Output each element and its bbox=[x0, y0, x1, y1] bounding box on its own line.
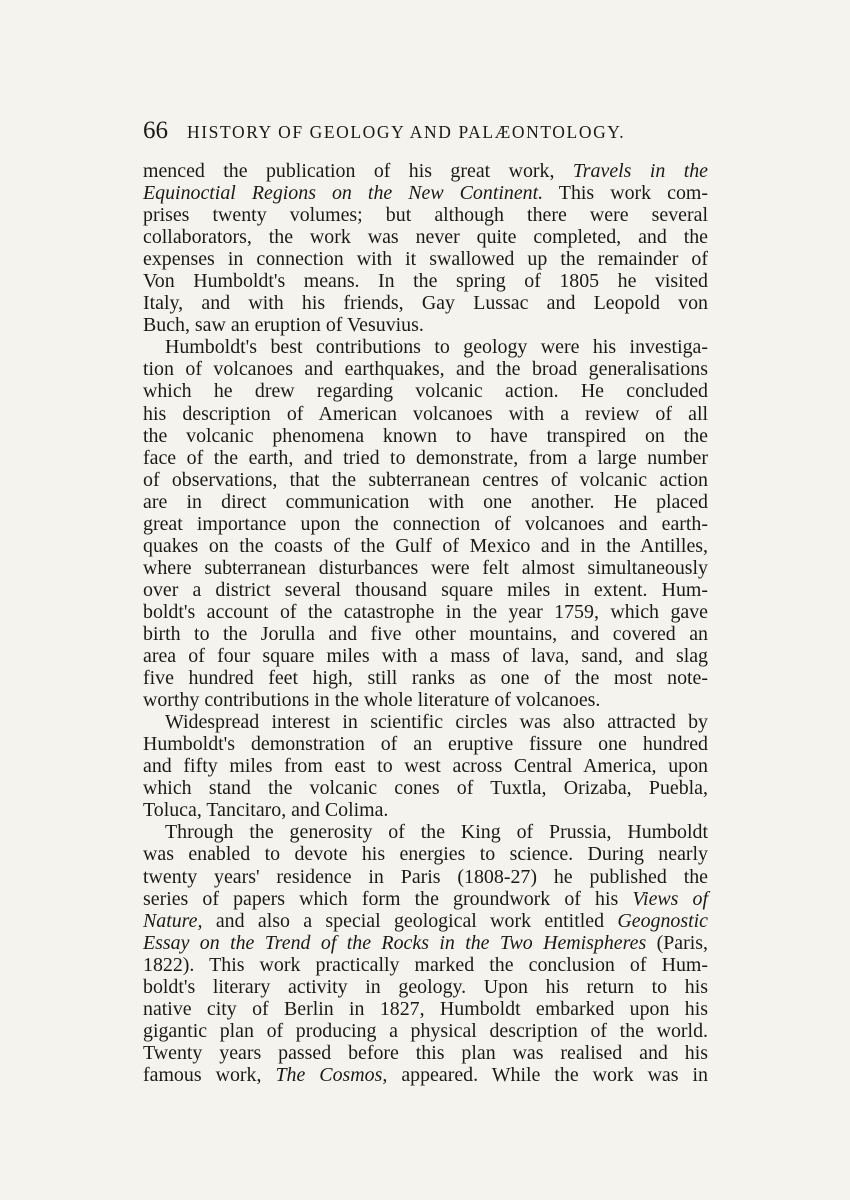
text-line bbox=[143, 821, 708, 843]
text-line bbox=[143, 447, 708, 469]
text-run: his description of American volcanoes with a review of all bbox=[143, 402, 708, 425]
text-line bbox=[143, 1042, 708, 1064]
italic-title: Views of bbox=[632, 887, 708, 910]
text-line bbox=[143, 888, 708, 910]
text-line bbox=[143, 954, 708, 976]
text-run: Widespread interest in scientific circles was also attracted by bbox=[165, 711, 708, 734]
text-line bbox=[143, 380, 708, 402]
text-run: quakes on the coasts of the Gulf of Mexico and in the Antilles, bbox=[143, 534, 708, 557]
text-run: Von Humboldt's means. In the spring of 1805 he visited bbox=[143, 270, 708, 293]
text-line bbox=[143, 579, 708, 601]
text-line bbox=[143, 689, 708, 711]
text-run: series of papers which form the groundwork of his bbox=[143, 887, 633, 910]
text-line bbox=[143, 425, 708, 447]
text-run: Italy, and with his friends, Gay Lussac and Leopold von bbox=[143, 292, 708, 315]
text-run: expenses in connection with it swallowed up the remainder of bbox=[143, 248, 708, 271]
text-line bbox=[143, 204, 708, 226]
text-line bbox=[143, 799, 708, 821]
text-run: menced the publication of his great work, bbox=[143, 160, 573, 182]
italic-title: Travels in the bbox=[572, 160, 708, 182]
text-run: appeared. While the work was in bbox=[387, 1063, 708, 1086]
text-run: prises twenty volumes; but although there were several bbox=[143, 204, 708, 227]
text-line bbox=[143, 932, 708, 954]
text-line bbox=[143, 755, 708, 777]
running-head bbox=[143, 118, 708, 144]
italic-title: Nature, bbox=[143, 909, 203, 932]
text-line bbox=[143, 160, 708, 182]
text-run: (Paris, bbox=[646, 931, 708, 954]
text-run: This work com- bbox=[543, 182, 708, 205]
page-number: 66 bbox=[143, 117, 168, 144]
text-line bbox=[143, 645, 708, 667]
text-line bbox=[143, 733, 708, 755]
italic-title: The Cosmos, bbox=[275, 1063, 388, 1086]
text-run: five hundred feet high, still ranks as one of the most note- bbox=[143, 667, 708, 690]
text-run: twenty years' residence in Paris (1808-27) he published the bbox=[143, 865, 708, 888]
text-line bbox=[143, 910, 708, 932]
running-title: HISTORY OF GEOLOGY AND PALÆONTOLOGY. bbox=[187, 122, 626, 142]
text-line bbox=[143, 866, 708, 888]
text-run: over a district several thousand square miles in extent. Hum- bbox=[143, 578, 708, 601]
text-run: of observations, that the subterranean centres of volcanic action bbox=[143, 468, 708, 491]
text-run: Toluca, Tancitaro, and Colima. bbox=[143, 799, 389, 822]
text-line bbox=[143, 469, 708, 491]
text-run: boldt's literary activity in geology. Upon his return to his bbox=[143, 975, 708, 998]
text-run: Through the generosity of the King of Prussia, Humboldt bbox=[165, 821, 708, 844]
text-line bbox=[143, 601, 708, 623]
text-line bbox=[143, 182, 708, 204]
text-run: great importance upon the connection of volcanoes and earth- bbox=[143, 512, 708, 535]
text-line bbox=[143, 667, 708, 689]
text-run: Twenty years passed before this plan was realised and his bbox=[143, 1041, 708, 1064]
text-line bbox=[143, 248, 708, 270]
text-run: was enabled to devote his energies to science. During nearly bbox=[143, 843, 708, 866]
text-line bbox=[143, 226, 708, 248]
text-run: collaborators, the work was never quite completed, and the bbox=[143, 226, 708, 249]
italic-title: Essay on the Trend of the Rocks in the Two Hemispheres bbox=[143, 931, 647, 954]
italic-title: Equinoctial Regions on the New Continent. bbox=[143, 182, 544, 205]
text-line bbox=[143, 777, 708, 799]
text-run: Humboldt's demonstration of an eruptive fissure one hundred bbox=[143, 733, 708, 756]
text-run: tion of volcanoes and earthquakes, and the broad generalisations bbox=[143, 358, 708, 381]
text-line bbox=[143, 491, 708, 513]
text-run: Buch, saw an eruption of Vesuvius. bbox=[143, 314, 424, 337]
text-line bbox=[143, 358, 708, 380]
text-run: face of the earth, and tried to demonstrate, from a large number bbox=[143, 446, 708, 469]
text-run: the volcanic phenomena known to have transpired on the bbox=[143, 424, 708, 447]
text-line bbox=[143, 976, 708, 998]
text-line bbox=[143, 403, 708, 425]
text-line bbox=[143, 623, 708, 645]
text-line bbox=[143, 513, 708, 535]
text-run: and fifty miles from east to west across Central America, upon bbox=[143, 755, 708, 778]
body-text bbox=[143, 160, 708, 1086]
text-run: where subterranean disturbances were felt almost simultaneously bbox=[143, 556, 708, 579]
text-run: gigantic plan of producing a physical description of the world. bbox=[143, 1019, 708, 1042]
text-run: area of four square miles with a mass of lava, sand, and slag bbox=[143, 645, 708, 668]
text-line bbox=[143, 292, 708, 314]
text-run: are in direct communication with one another. He placed bbox=[143, 490, 708, 513]
text-line bbox=[143, 270, 708, 292]
text-run: famous work, bbox=[143, 1063, 276, 1086]
text-line bbox=[143, 336, 708, 358]
text-run: which he drew regarding volcanic action. He concluded bbox=[143, 380, 708, 403]
text-run: and also a special geological work entitled bbox=[202, 909, 618, 932]
text-line bbox=[143, 1020, 708, 1042]
text-line bbox=[143, 711, 708, 733]
text-run: native city of Berlin in 1827, Humboldt embarked upon his bbox=[143, 997, 708, 1020]
text-line bbox=[143, 557, 708, 579]
text-line bbox=[143, 1064, 708, 1086]
text-line bbox=[143, 998, 708, 1020]
text-line bbox=[143, 535, 708, 557]
text-run: boldt's account of the catastrophe in the year 1759, which gave bbox=[143, 600, 708, 623]
text-run: Humboldt's best contributions to geology were his investiga- bbox=[165, 336, 708, 359]
italic-title: Geognostic bbox=[617, 909, 708, 932]
text-line bbox=[143, 314, 708, 336]
text-run: which stand the volcanic cones of Tuxtla, Orizaba, Puebla, bbox=[143, 777, 708, 800]
text-run: worthy contributions in the whole literature of volcanoes. bbox=[143, 689, 601, 712]
text-run: birth to the Jorulla and five other mountains, and covered an bbox=[143, 622, 708, 645]
text-run: 1822). This work practically marked the conclusion of Hum- bbox=[143, 953, 708, 976]
text-line bbox=[143, 843, 708, 865]
